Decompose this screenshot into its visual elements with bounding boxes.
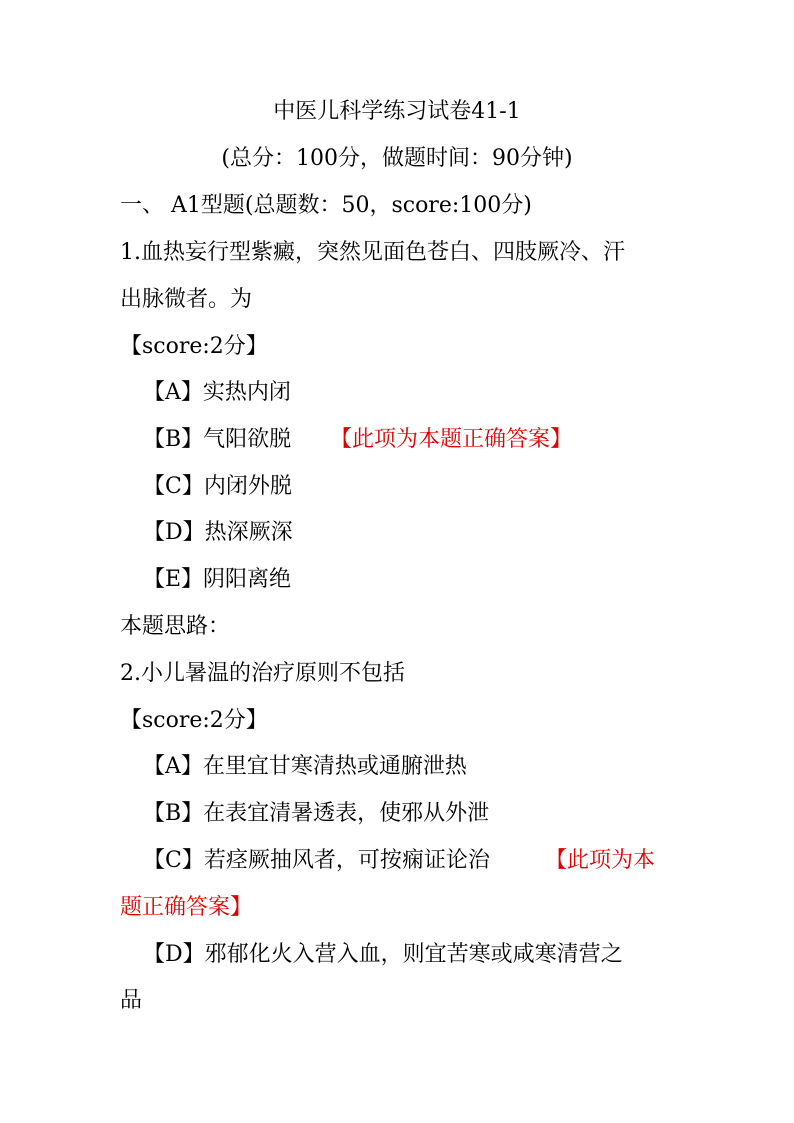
question-1-option-e: 【E】阴阳离绝 [143,567,292,592]
question-2-stem: 2.小儿暑温的治疗原则不包括 [120,661,405,686]
question-1-option-d: 【D】热深厥深 [143,520,293,545]
section-heading: 一、 A1型题(总题数：50，score:100分) [120,193,532,218]
question-1-thinking: 本题思路： [120,614,231,639]
exam-subtitle: (总分：100分，做题时间：90分钟) [221,146,573,171]
question-2-option-b: 【B】在表宜清暑透表，使邪从外泄 [143,801,490,826]
question-1-option-a: 【A】实热内闭 [143,380,291,405]
question-2-option-a: 【A】在里宜甘寒清热或通腑泄热 [143,754,467,779]
question-1-correct-mark: 【此项为本题正确答案】 [330,427,573,452]
question-2-correct-mark-part2: 题正确答案】 [120,895,253,920]
question-2-score: 【score:2分】 [120,708,268,733]
question-2-option-d: 【D】邪郁化火入营入血，则宜苦寒或咸寒清营之 [143,942,623,967]
question-1-stem-line1: 1.血热妄行型紫癜，突然见面色苍白、四肢厥冷、汗 [120,240,625,265]
question-2-correct-mark-part1: 【此项为本 [545,848,656,873]
question-2-option-c: 【C】若痉厥抽风者，可按痫证论治 [143,848,490,873]
question-2-option-d-wrap: 品 [120,988,143,1013]
question-1-option-c: 【C】内闭外脱 [143,474,292,499]
question-1-stem-line2: 出脉微者。为 [120,287,253,312]
question-1-option-b: 【B】气阳欲脱 [143,427,292,452]
exam-title: 中医儿科学练习试卷41-1 [273,99,521,124]
question-1-score: 【score:2分】 [120,334,268,359]
